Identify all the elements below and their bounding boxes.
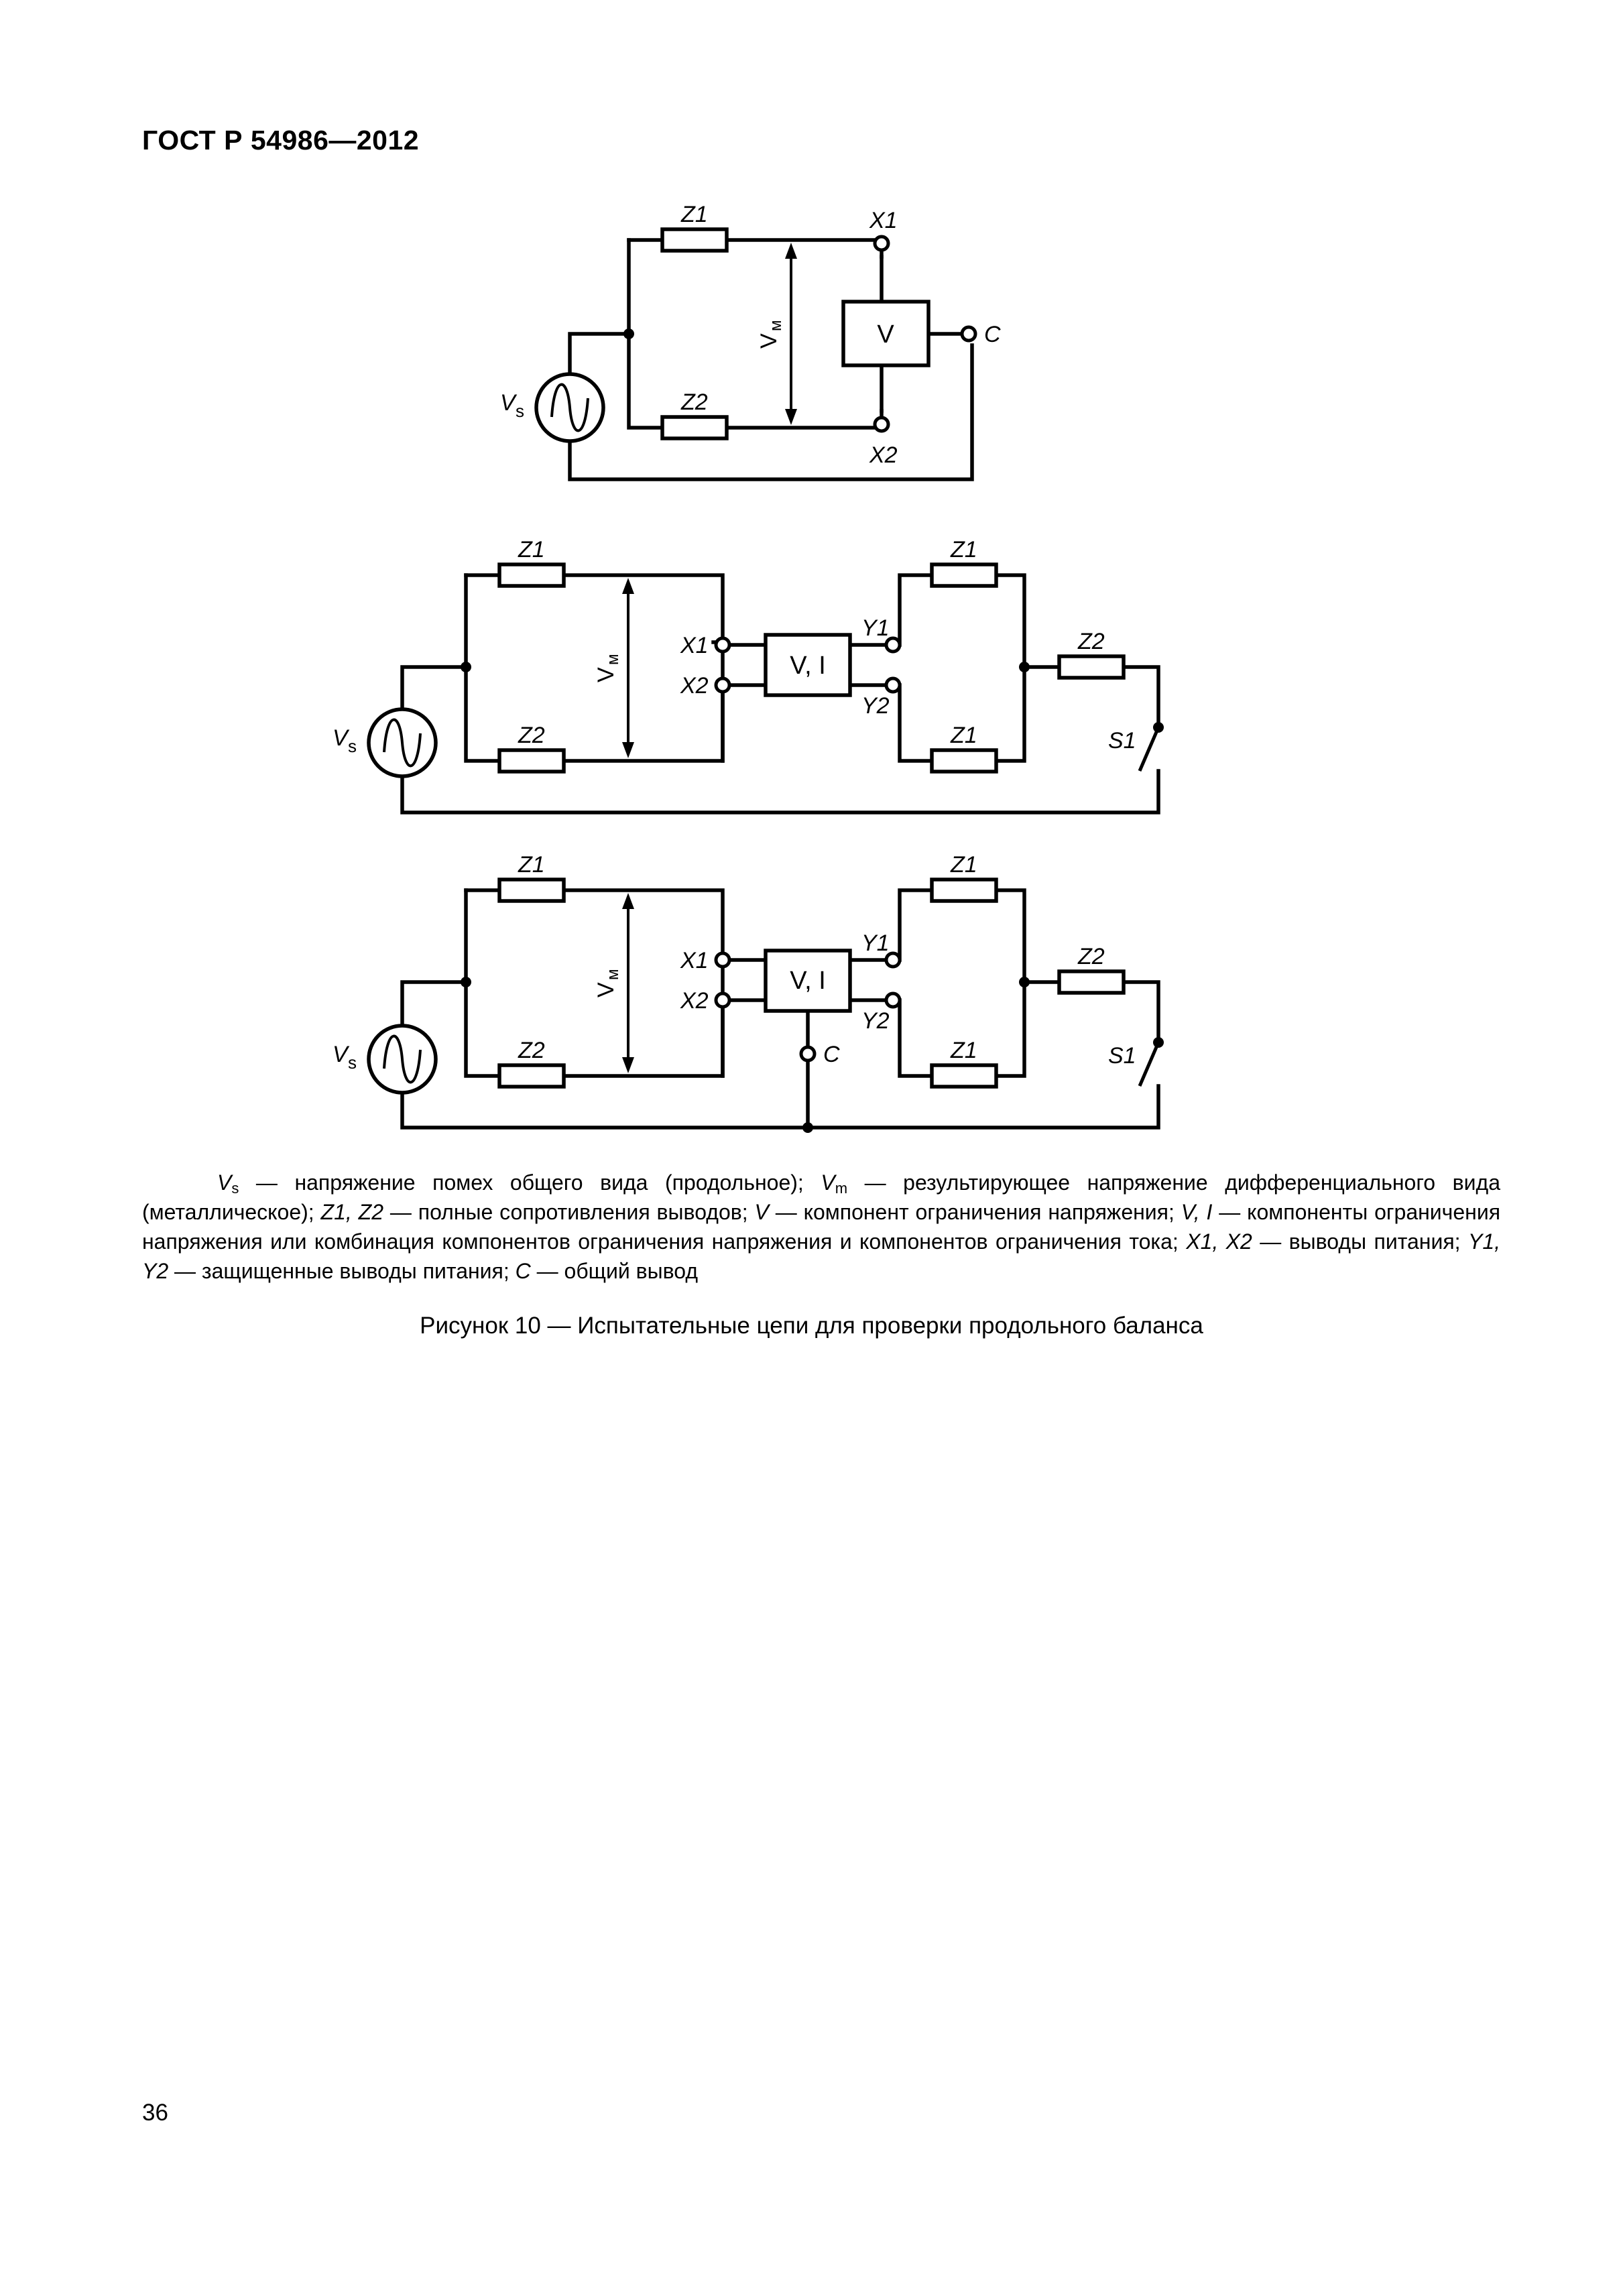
terminal-x2 xyxy=(875,418,888,431)
svg-text:Y1: Y1 xyxy=(861,930,890,956)
resistor-z2 xyxy=(1059,971,1124,993)
svg-text:Z2: Z2 xyxy=(518,1038,545,1063)
svg-text:C: C xyxy=(984,322,1001,347)
svg-text:X1: X1 xyxy=(869,208,898,233)
svg-text:Y2: Y2 xyxy=(861,1008,890,1034)
svg-text:Z2: Z2 xyxy=(1078,629,1105,654)
resistor-z1 xyxy=(932,880,996,901)
svg-text:Y1: Y1 xyxy=(861,615,890,641)
resistor-z1 xyxy=(662,229,727,251)
svg-text:S1: S1 xyxy=(1108,1043,1136,1069)
svg-text:V: V xyxy=(756,333,782,349)
svg-text:X1: X1 xyxy=(680,633,709,658)
svg-text:s: s xyxy=(348,736,357,756)
circuit-2 xyxy=(333,537,1164,812)
terminal-x2 xyxy=(716,678,729,692)
resistor-z1 xyxy=(499,564,564,586)
svg-text:Z1: Z1 xyxy=(681,202,708,227)
svg-text:V: V xyxy=(593,982,619,998)
svg-text:X2: X2 xyxy=(680,988,709,1014)
resistor-z2 xyxy=(662,417,727,438)
svg-text:Z1: Z1 xyxy=(518,852,545,878)
terminal-y2 xyxy=(886,993,900,1007)
svg-text:Z1: Z1 xyxy=(518,537,545,562)
terminal-x1 xyxy=(875,237,888,250)
svg-text:X1: X1 xyxy=(680,948,709,973)
v-box-label: V xyxy=(877,320,894,349)
terminal-x2 xyxy=(716,993,729,1007)
svg-text:S1: S1 xyxy=(1108,728,1136,753)
svg-text:Z2: Z2 xyxy=(518,723,545,748)
svg-text:м: м xyxy=(767,320,785,331)
terminal-x1 xyxy=(716,638,729,652)
svg-text:C: C xyxy=(823,1042,840,1067)
svg-text:s: s xyxy=(516,401,524,421)
terminal-x1 xyxy=(716,953,729,967)
svg-text:s: s xyxy=(348,1052,357,1073)
terminal-c xyxy=(962,327,975,341)
svg-text:м: м xyxy=(604,654,622,665)
svg-text:Z2: Z2 xyxy=(1078,944,1105,969)
circuit-1 xyxy=(500,202,1001,479)
svg-text:Z1: Z1 xyxy=(951,1038,977,1063)
svg-text:Z2: Z2 xyxy=(681,389,708,415)
svg-text:Z1: Z1 xyxy=(951,723,977,748)
resistor-z2 xyxy=(499,750,564,772)
resistor-z1 xyxy=(932,750,996,772)
figure-caption: Рисунок 10 — Испытательные цепи для проверки продольного баланса xyxy=(420,1313,1203,1339)
svg-text:V: V xyxy=(500,390,516,416)
svg-text:м: м xyxy=(604,969,622,980)
svg-text:Z1: Z1 xyxy=(951,537,977,562)
svg-text:V: V xyxy=(333,1042,348,1067)
svg-text:V: V xyxy=(333,725,348,751)
svg-text:Y2: Y2 xyxy=(861,693,890,719)
terminal-c xyxy=(801,1047,815,1061)
resistor-z1 xyxy=(932,1065,996,1087)
resistor-z2 xyxy=(1059,656,1124,678)
terminal-y2 xyxy=(886,678,900,692)
svg-text:X2: X2 xyxy=(680,673,709,699)
resistor-z2 xyxy=(499,1065,564,1087)
figure-legend: $V_s$ — напряжение помех общего вида (продольное); $V_m$ — результирующее напряжение дифференциального вида (металлическое); Z1, Z2 — полные сопротивления выводов; V — компонент ограничения напряжения; V, I — компоненты ограничения напряжения или комбинация компонентов ограничения напряжения и компонентов ограничения тока; X1, X2 — выводы питания; Y1, Y2 — защищенные выводы питания; C — общий вывод xyxy=(142,1170,1501,1283)
svg-text:V: V xyxy=(593,667,619,682)
document-header: ГОСТ Р 54986—2012 xyxy=(142,125,420,156)
resistor-z1 xyxy=(932,564,996,586)
svg-text:V, I: V, I xyxy=(790,967,826,995)
svg-text:X2: X2 xyxy=(869,442,898,468)
page-number: 36 xyxy=(142,2100,168,2126)
svg-text:Z1: Z1 xyxy=(951,852,977,878)
circuit-3 xyxy=(333,852,1164,1133)
resistor-z1 xyxy=(499,880,564,901)
svg-text:V, I: V, I xyxy=(790,652,826,680)
